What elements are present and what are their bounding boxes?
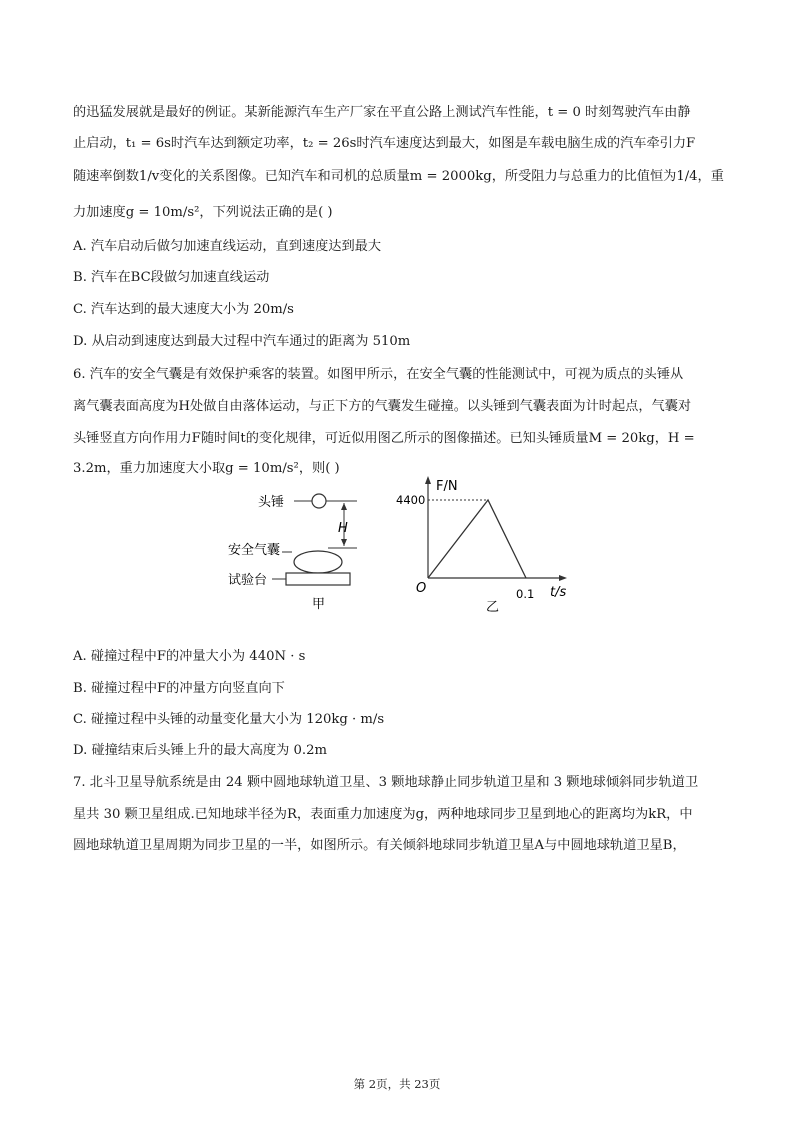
q5-option-d: D. 从启动到速度达到最大过程中汽车通过的距离为 510m	[73, 334, 411, 349]
label-stand: 试验台	[228, 573, 268, 588]
label-h: H	[338, 521, 348, 536]
q6-option-a: A. 碰撞过程中F的冲量大小为 440N · s	[73, 649, 306, 664]
origin-label: O	[416, 581, 427, 596]
q6-option-c: C. 碰撞过程中头锤的动量变化量大小为 120kg · m/s	[73, 712, 385, 727]
page-footer: 第 2页，共 23页	[353, 1077, 441, 1091]
label-head: 头锤	[258, 495, 285, 510]
y-axis-arrow	[425, 476, 431, 484]
caption-jia: 甲	[312, 597, 326, 612]
h-arrow-down	[341, 539, 347, 546]
q5-line-4: 力加速度g = 10m/s²，下列说法正确的是( )	[73, 205, 333, 220]
force-time-curve	[428, 500, 526, 578]
label-airbag: 安全气囊	[228, 543, 281, 558]
x-end-tick-label: 0.1	[516, 587, 535, 601]
q5-option-a: A. 汽车启动后做匀加速直线运动，直到速度达到最大	[73, 239, 382, 254]
q6-line-4: 3.2m，重力加速度大小取g = 10m/s²，则( )	[73, 461, 340, 476]
q6-line-2: 离气囊表面高度为H处做自由落体运动，与正下方的气囊发生碰撞。以头锤到气囊表面为计时起点，气囊对	[73, 399, 692, 414]
airbag	[294, 551, 342, 573]
test-stand	[286, 573, 350, 585]
q7-line-2: 星共 30 颗卫星组成.已知地球半径为R，表面重力加速度为g，两种地球同步卫星到地心的距离均为kR，中	[73, 807, 693, 822]
q7-line-1: 7. 北斗卫星导航系统是由 24 颗中圆地球轨道卫星、3 颗地球静止同步轨道卫星和 3 颗地球倾斜同步轨道卫	[73, 775, 699, 790]
peak-tick-label: 4400	[396, 493, 426, 507]
caption-yi: 乙	[486, 600, 500, 614]
q5-line-1: 的迅猛发展就是最好的例证。某新能源汽车生产厂家在平直公路上测试汽车性能，t = 0 时刻驾驶汽车由静	[73, 105, 691, 120]
x-axis-arrow	[559, 575, 567, 581]
figure-yi	[390, 474, 580, 614]
q7-line-3: 圆地球轨道卫星周期为同步卫星的一半，如图所示。有关倾斜地球同步轨道卫星A与中圆地球轨道卫星B，	[73, 838, 686, 853]
q5-option-b: B. 汽车在BC段做匀加速直线运动	[73, 270, 270, 285]
q6-option-b: B. 碰撞过程中F的冲量方向竖直向下	[73, 681, 285, 696]
q5-line-2: 止启动，t₁ = 6s时汽车达到额定功率，t₂ = 26s时汽车速度达到最大，如图是车载电脑生成的汽车牵引力F	[73, 136, 696, 151]
q5-option-c: C. 汽车达到的最大速度大小为 20m/s	[73, 302, 294, 317]
q6-line-3: 头锤竖直方向作用力F随时间t的变化规律，可近似用图乙所示的图像描述。已知头锤质量M = 20kg，H =	[73, 431, 695, 446]
q6-line-1: 6. 汽车的安全气囊是有效保护乘客的装置。如图甲所示，在安全气囊的性能测试中，可视为质点的头锤从	[73, 367, 684, 382]
y-axis-label: F/N	[436, 479, 458, 494]
figure-jia	[222, 486, 372, 616]
x-axis-label: t/s	[550, 585, 567, 600]
q5-line-3: 随速率倒数1/v变化的关系图像。已知汽车和司机的总质量m = 2000kg，所受阻力与总重力的比值恒为1/4，重	[73, 169, 724, 184]
head-hammer	[312, 494, 326, 508]
h-arrow-up	[341, 503, 347, 510]
q6-option-d: D. 碰撞结束后头锤上升的最大高度为 0.2m	[73, 743, 327, 758]
